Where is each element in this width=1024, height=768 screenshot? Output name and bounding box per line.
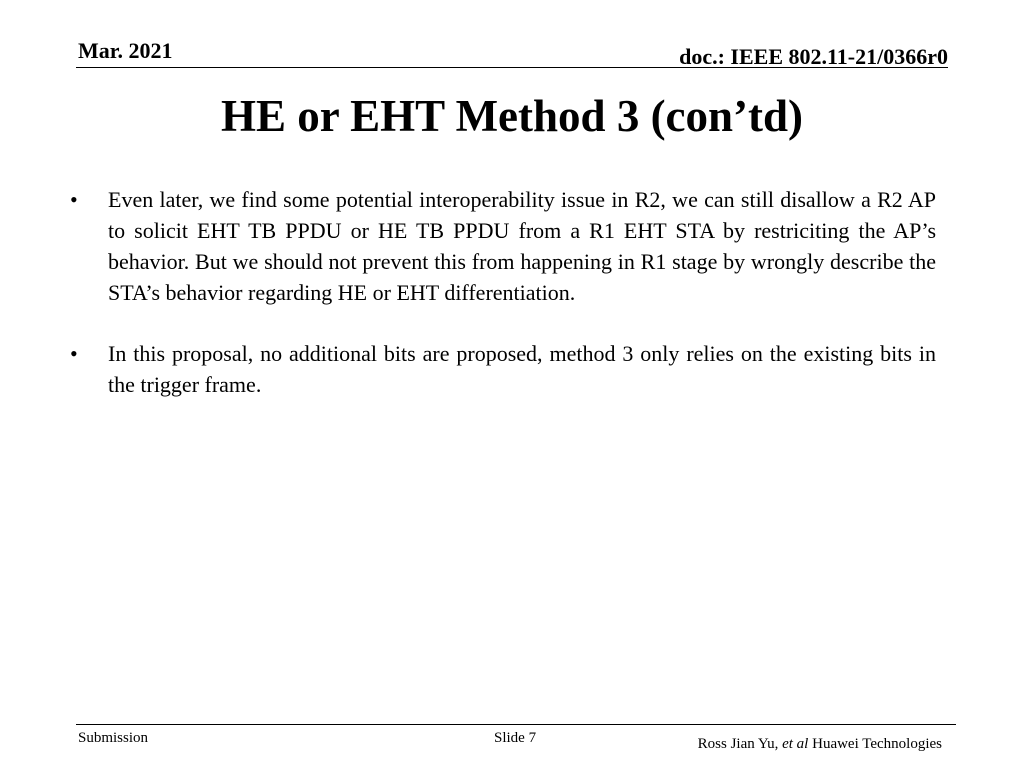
footer-author-name: Ross Jian Yu, [697, 736, 783, 752]
bullet-text: In this proposal, no additional bits are proposed, method 3 only relies on the existing bits in the trigger frame. [108, 341, 936, 397]
slide-title: HE or EHT Method 3 (con’td) [220, 91, 804, 141]
footer-submission: Submission [78, 730, 149, 746]
header-date: Mar. 2021 [78, 38, 173, 63]
header-divider [76, 67, 948, 68]
bullet-list [70, 184, 936, 430]
bullet-marker: • [70, 341, 78, 366]
bullet-item [70, 184, 936, 308]
footer-author [698, 735, 942, 753]
header-doc-id: doc.: IEEE 802.11-21/0366r0 [679, 44, 948, 69]
footer-divider [76, 724, 956, 725]
bullet-marker: • [70, 187, 78, 212]
footer-slide-number: Slide 7 [494, 730, 537, 746]
bullet-item [70, 338, 936, 400]
footer-author-org: Huawei Technologies [808, 736, 942, 752]
footer-author-etal: et al [782, 736, 809, 752]
bullet-text: Even later, we find some potential interoperability issue in R2, we can still disallow a R2 AP to solicit EHT TB PPDU or HE TB PPDU from a R1 EHT STA by restriciting the AP’s behavior. But we should not prevent this from happening in R1 stage by wrongly describe the STA’s behavior regarding HE or EHT differentiation. [108, 187, 936, 305]
